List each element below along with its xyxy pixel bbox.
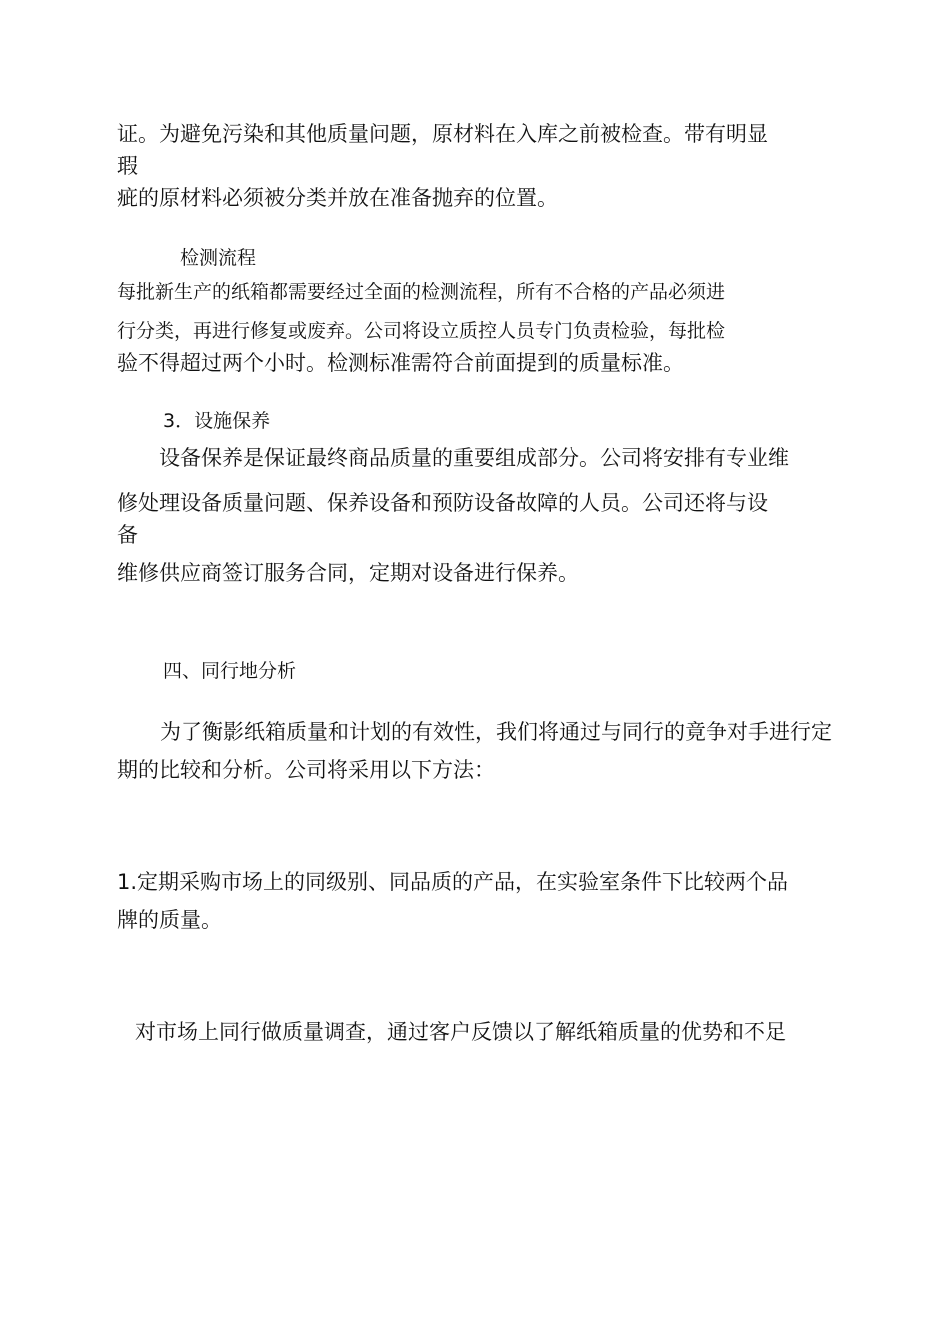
paragraph-line: 设备保养是保证最终商品质量的重要组成部分。公司将安排有专业维 (159, 446, 789, 470)
paragraph-line: 证。为避免污染和其他质量问题，原材料在入库之前被检查。带有明显 (117, 122, 768, 146)
section-heading-peer-analysis: 四、同行地分析 (163, 660, 297, 682)
paragraph-line: 瑕 (117, 154, 138, 178)
paragraph-line: 修处理设备质量问题、保养设备和预防设备故障的人员。公司还将与设 (117, 491, 768, 515)
paragraph-line: 备 (117, 523, 138, 547)
paragraph-line: 维修供应商签订服务合同，定期对设备进行保养。 (117, 561, 579, 585)
list-item-line: 1.定期采购市场上的同级别、同品质的产品，在实验室条件下比较两个品 (117, 870, 789, 894)
paragraph-line: 期的比较和分析。公司将采用以下方法： (117, 758, 495, 782)
paragraph-line: 每批新生产的纸箱都需要经过全面的检测流程，所有不合格的产品必须进 (117, 281, 726, 303)
paragraph-line: 疵的原材料必须被分类并放在准备抛弃的位置。 (117, 186, 558, 210)
paragraph-line: 对市场上同行做质量调查，通过客户反馈以了解纸箱质量的优势和不足 (135, 1020, 786, 1044)
paragraph-line: 验不得超过两个小时。检测标准需符合前面提到的质量标准。 (117, 351, 684, 375)
section-heading-inspection: 检测流程 (180, 247, 257, 269)
list-item-line: 牌的质量。 (117, 908, 222, 932)
paragraph-line: 行分类，再进行修复或废弃。公司将设立质控人员专门负责检验，每批检 (117, 320, 726, 342)
paragraph-line: 为了衡影纸箱质量和计划的有效性，我们将通过与同行的竟争对手进行定 (160, 720, 832, 744)
section-heading-maintenance: 3．设施保养 (163, 410, 271, 432)
